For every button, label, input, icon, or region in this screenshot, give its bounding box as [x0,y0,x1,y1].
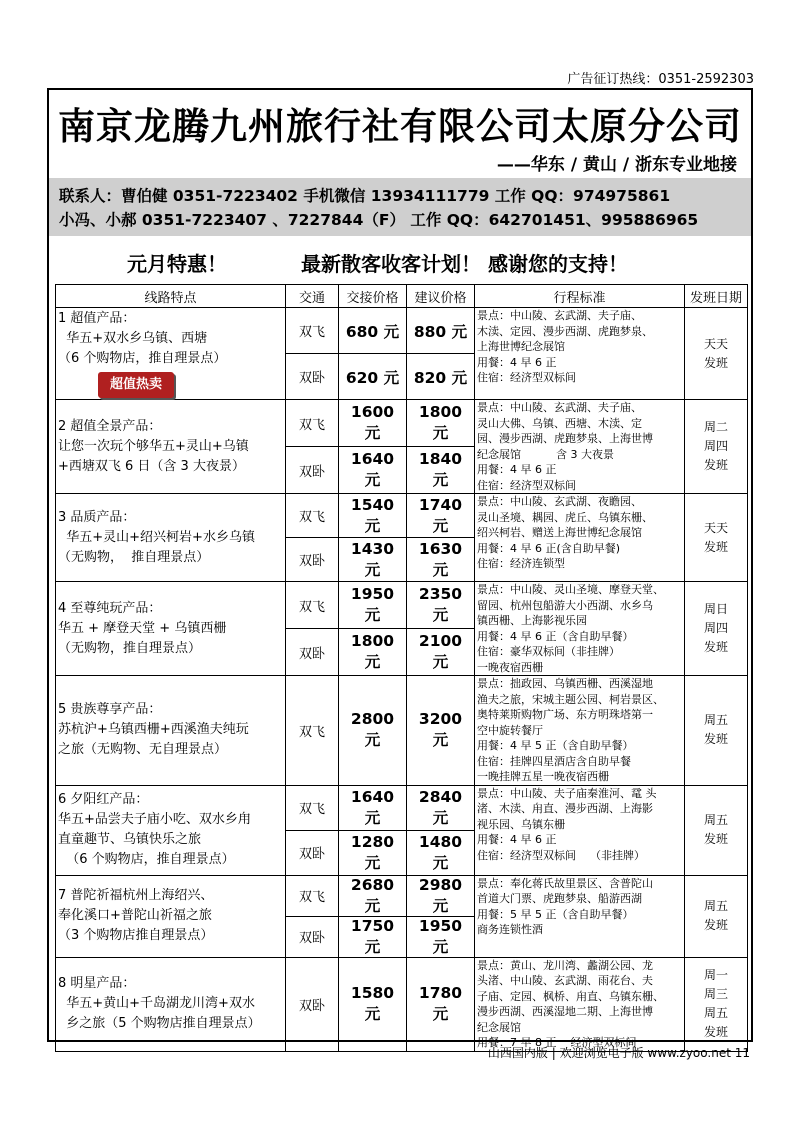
itinerary-line: 渔夫之旅，宋城主题公园、柯岩景区、 [477,692,664,706]
itinerary-line: 渚、木渎、甪直、漫步西湖、上海影 [477,802,653,815]
date-line: 周五 [703,1006,728,1020]
route-line: （6 个购物店，推自理景点） [58,852,235,867]
route-line: 2 超值全景产品： [58,418,162,434]
route-line: 华五+黄山+千岛湖龙川湾+双水 [58,996,255,1011]
page-footer: 山西国内版 | 欢迎浏览电子版 www.zyoo.net 11 [487,1046,750,1060]
date-line: 发班 [703,458,728,472]
itinerary-line: 一晚挂牌五星一晚夜宿西栅 [477,770,609,783]
route-line: （6 个购物店，推自理景点） [58,351,227,366]
transport-mode: 双飞 [286,494,339,538]
trade-price: 1750 元 [339,916,407,957]
route-line: 4 至尊纯玩产品： [58,600,162,616]
table-header [56,285,748,308]
trade-price: 680 元 [339,308,407,354]
itinerary-line: 景点：奉化蒋氏故里景区、含普陀山 [477,876,653,890]
contact-line-1: 联系人：曹伯健 0351-7223402 手机微信 13934111779 工作 QQ：974975861 [59,187,671,205]
route-line: （3 个购物店推自理景点） [58,928,214,943]
itinerary-line: 空中旋转餐厅 [477,723,543,737]
suggest-price: 880 元 [407,308,475,354]
itinerary-line: 漫步西湖、西溪湿地二期、上海世博 [477,1005,653,1018]
route-line: 7 普陀祈福杭州上海绍兴、 [58,888,214,903]
ad-frame [47,88,753,1049]
route-line: 华五+灵山+绍兴柯岩+水乡乌镇 [58,529,255,545]
route-line: 3 品质产品： [58,509,136,525]
date-line: 周四 [703,621,728,635]
date-line: 周五 [703,813,728,827]
itinerary-line: 视乐园、乌镇东栅 [477,817,565,831]
slogan-left: 元月特惠！ [127,252,227,276]
table-row [56,308,748,354]
transport-mode: 双飞 [286,582,339,629]
header-suggest-price: 建议价格 [407,285,475,308]
header-trade-price: 交接价格 [339,285,407,308]
itinerary-detail [475,957,685,1051]
trade-price: 1540 元 [339,494,407,538]
itinerary-detail [475,400,685,494]
itinerary-line: 用餐：5 早 5 正（含自助早餐） [477,907,634,921]
itinerary-line: 住宿：经济型双标间 [477,371,576,384]
date-line: 发班 [703,539,728,554]
route-line: （无购物，推自理景点） [58,640,202,656]
route-line: 华五 + 摩登天堂 + 乌镇西栅 [58,620,227,636]
itinerary-line: 园、漫步西湖、虎跑梦泉、上海世博 [477,432,653,445]
itinerary-line: 用餐：4 早 6 正 [477,355,557,369]
route-description [56,676,286,786]
date-line: 周二 [703,420,728,434]
route-description [56,400,286,494]
suggest-price: 1630 元 [407,538,475,582]
suggest-price: 2100 元 [407,629,475,676]
itinerary-line: 景点：中山陵、玄武湖、夜瞻园、 [477,495,642,508]
contact-bar [49,178,751,236]
itinerary-line: 景点：中山陵、夫子庙秦淮河、鼋 头 [477,786,657,800]
transport-mode: 双飞 [286,875,339,916]
table-row [56,957,748,1051]
route-line: （无购物， 推自理景点） [58,549,210,565]
trade-price: 1640 元 [339,447,407,494]
route-line: 6 夕阳红产品： [58,792,149,807]
itinerary-line: 灵山大佛、乌镇、西塘、木渎、定 [477,416,642,430]
itinerary-line: 景点：黄山、龙川湾、蠡湖公园、龙 [477,958,653,972]
itinerary-detail [475,676,685,786]
route-line: 5 贵族尊享产品： [58,702,162,718]
itinerary-line: 景点：中山陵、玄武湖、夫子庙、 [477,401,642,414]
itinerary-line: 灵山圣境、耦园、虎丘、乌镇东栅、 [477,510,653,524]
date-line: 发班 [703,355,728,370]
itinerary-line: 木渎、定园、漫步西湖、虎跑梦泉、 [477,324,653,338]
itinerary-line: 商务连锁性酒 [477,923,543,936]
itinerary-line: 留园、杭州包船游大小西湖、水乡乌 [477,598,653,612]
suggest-price: 3200 元 [407,676,475,786]
route-line: 华五+品尝夫子庙小吃、双水乡甪 [58,812,251,827]
transport-mode: 双卧 [286,629,339,676]
departure-date [685,400,748,494]
itinerary-line: 住宿：挂牌四星酒店含自助早餐 [477,754,631,768]
route-line: 之旅（无购物、无自理景点） [58,742,228,758]
route-description [56,957,286,1051]
itinerary-line: 绍兴柯岩、赠送上海世博纪念展馆 [477,526,642,539]
date-line: 发班 [703,732,728,747]
itinerary-line: 上海世博纪念展馆 [477,340,565,353]
transport-mode: 双卧 [286,957,339,1051]
date-line: 发班 [703,918,728,932]
transport-mode: 双卧 [286,447,339,494]
route-line: 奉化溪口+普陀山祈福之旅 [58,908,212,923]
date-line: 天天 [703,520,728,535]
header-itinerary: 行程标准 [475,285,685,308]
table-row [56,785,748,830]
table-row [56,582,748,629]
itinerary-line: 用餐：4 早 6 正(含自助早餐) [477,541,621,555]
itinerary-line: 子庙、定园、枫桥、甪直、乌镇东栅、 [477,989,664,1003]
date-line: 周一 [703,968,728,982]
departure-date [685,308,748,400]
itinerary-line: 住宿：经济型双标间 [477,478,576,492]
itinerary-line: 头渚、中山陵、玄武湖、雨花台、夫 [477,974,653,987]
suggest-price: 1950 元 [407,916,475,957]
date-line: 周三 [703,987,728,1001]
suggest-price: 1840 元 [407,447,475,494]
date-line: 周五 [703,899,728,913]
date-line: 天天 [703,336,728,351]
suggest-price: 1740 元 [407,494,475,538]
transport-mode: 双飞 [286,785,339,830]
suggest-price: 2980 元 [407,875,475,916]
transport-mode: 双卧 [286,916,339,957]
departure-date [685,582,748,676]
transport-mode: 双飞 [286,676,339,786]
itinerary-line: 一晚夜宿西栅 [477,660,543,674]
suggest-price: 1800 元 [407,400,475,447]
route-body [56,308,748,1052]
date-line: 周五 [703,713,728,728]
suggest-price: 1780 元 [407,957,475,1051]
table-row [56,875,748,916]
trade-price: 1280 元 [339,830,407,875]
table-row [56,676,748,786]
suggest-price: 2840 元 [407,785,475,830]
route-line: 8 明星产品： [58,976,136,991]
hot-sale-badge: 超值热卖 [98,372,174,398]
departure-date [685,785,748,875]
route-line: 苏杭沪+乌镇西栅+西溪渔夫纯玩 [58,722,249,738]
itinerary-line: 用餐：4 早 6 正 [477,833,557,846]
date-line: 发班 [703,640,728,654]
suggest-price: 2350 元 [407,582,475,629]
itinerary-line: 纪念展馆 含 3 大夜景 [477,447,614,461]
itinerary-detail [475,875,685,957]
date-line: 周日 [703,602,728,616]
trade-price: 1640 元 [339,785,407,830]
itinerary-line: 住宿：经济连锁型 [477,557,565,570]
itinerary-line: 首道大门票、虎跑梦泉、船游西湖 [477,892,642,905]
itinerary-detail [475,582,685,676]
itinerary-line: 景点：中山陵、灵山圣境、摩登天堂、 [477,583,664,596]
ad-hotline: 广告征订热线：0351-2592303 [567,72,754,87]
trade-price: 1430 元 [339,538,407,582]
suggest-price: 820 元 [407,354,475,400]
itinerary-line: 用餐：4 早 6 正（含自助早餐） [477,629,634,643]
trade-price: 1950 元 [339,582,407,629]
itinerary-line: 用餐：4 早 6 正 [477,463,557,476]
itinerary-line: 奥特莱斯购物广场、东方明珠塔第一 [477,708,653,721]
date-line: 周四 [703,439,728,453]
trade-price: 2680 元 [339,875,407,916]
date-line: 发班 [703,832,728,846]
itinerary-line: 住宿：经济型双标间 （非挂牌） [477,848,645,862]
itinerary-line: 景点：中山陵、玄武湖、夫子庙、 [477,309,642,322]
header-date: 发班日期 [685,285,748,308]
company-title: 南京龙腾九州旅行社有限公司太原分公司 [58,105,742,148]
departure-date [685,875,748,957]
company-subtitle: ——华东 / 黄山 / 浙东专业地接 [496,155,737,175]
transport-mode: 双飞 [286,400,339,447]
route-line: 华五+双水乡乌镇、西塘 [58,331,208,346]
departure-date [685,676,748,786]
itinerary-line: 住宿：豪华双标间（非挂牌） [477,645,620,658]
route-line: 1 超值产品： [58,311,136,326]
trade-price: 1800 元 [339,629,407,676]
itinerary-line: 镇西栅、上海影视乐园 [477,614,587,627]
header-route: 线路特点 [56,285,286,308]
header-transport: 交通 [286,285,339,308]
trade-price: 1600 元 [339,400,407,447]
itinerary-line: 用餐：4 早 5 正（含自助早餐） [477,739,634,752]
route-line: 直童趣节、乌镇快乐之旅 [58,832,202,847]
route-table [55,284,748,1052]
itinerary-line: 景点：拙政园、乌镇西栅、西溪湿地 [477,677,653,690]
date-line: 发班 [703,1025,728,1039]
itinerary-line: 用餐：7 早 8 正 经济型双标间 [477,1036,637,1049]
slogan-right: 最新散客收客计划！ 感谢您的支持！ [301,252,628,276]
trade-price: 2800 元 [339,676,407,786]
transport-mode: 双卧 [286,830,339,875]
contact-line-2: 小冯、小郝 0351-7223407 、7227844（F） 工作 QQ：642701451、995886965 [59,211,699,229]
itinerary-detail [475,785,685,875]
trade-price: 1580 元 [339,957,407,1051]
route-description [56,494,286,582]
suggest-price: 1480 元 [407,830,475,875]
transport-mode: 双飞 [286,308,339,354]
route-description [56,785,286,875]
route-line: +西塘双飞 6 日（含 3 大夜景） [58,458,245,474]
transport-mode: 双卧 [286,538,339,582]
trade-price: 620 元 [339,354,407,400]
transport-mode: 双卧 [286,354,339,400]
route-line: 乡之旅（5 个购物店推自理景点） [58,1016,261,1031]
departure-date [685,957,748,1051]
route-description [56,875,286,957]
itinerary-line: 纪念展馆 [477,1020,521,1034]
route-description [56,308,286,400]
departure-date [685,494,748,582]
table-row [56,400,748,447]
table-row [56,494,748,538]
itinerary-detail [475,494,685,582]
route-description [56,582,286,676]
route-line: 让您一次玩个够华五+灵山+乌镇 [58,438,249,454]
itinerary-detail [475,308,685,400]
